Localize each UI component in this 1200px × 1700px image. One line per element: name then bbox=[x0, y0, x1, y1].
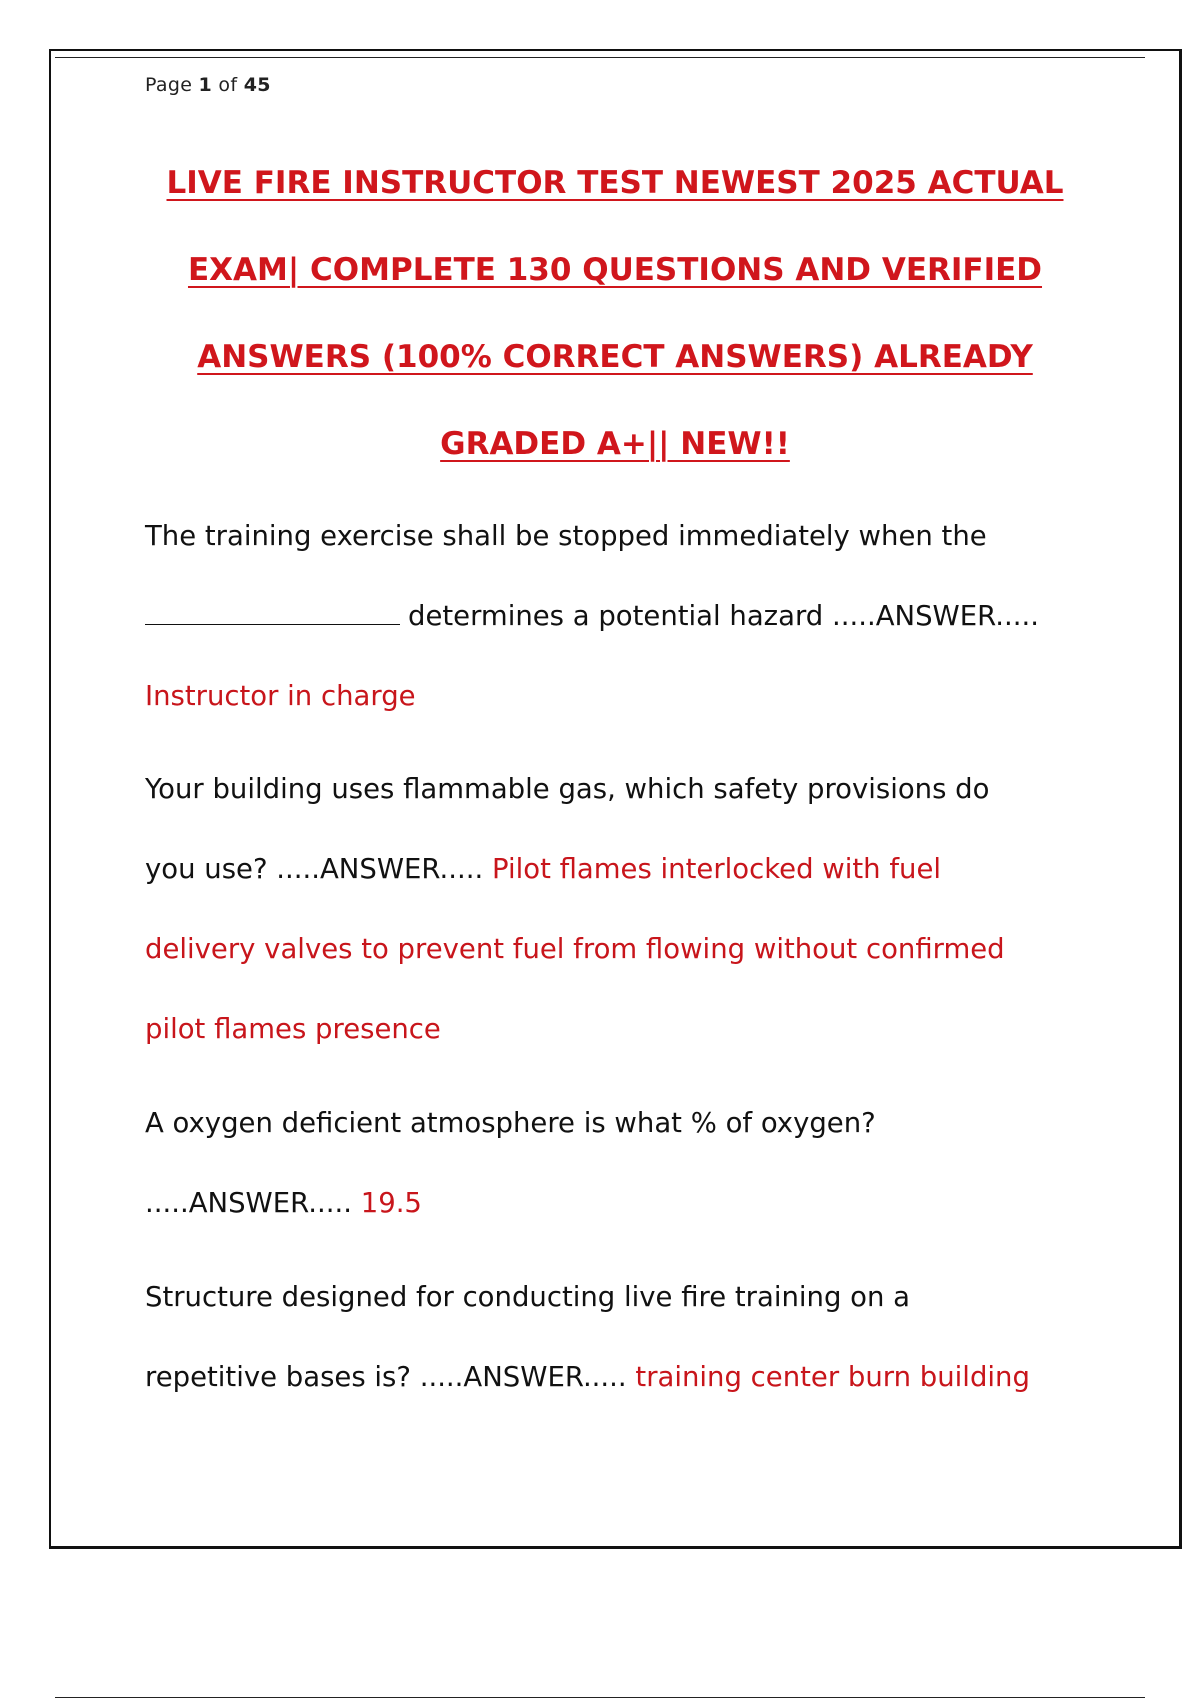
question-1-line-2: determines a potential hazard .....ANSWER..... bbox=[408, 600, 1039, 632]
page-number bbox=[145, 74, 271, 96]
title-line-2: EXAM| COMPLETE 130 QUESTIONS AND VERIFIED bbox=[187, 252, 1043, 288]
question-4-line-2: repetitive bases is? .....ANSWER..... bbox=[145, 1361, 627, 1393]
answer-2-part-1: Pilot flames interlocked with fuel bbox=[491, 853, 942, 885]
question-1-line-1: The training exercise shall be stopped immediately when the bbox=[145, 520, 987, 552]
question-block-1 bbox=[145, 496, 1105, 736]
answer-2-part-2: delivery valves to prevent fuel from flowing without confirmed bbox=[145, 933, 1005, 965]
title-line-3: ANSWERS (100% CORRECT ANSWERS) ALREADY bbox=[197, 339, 1033, 375]
question-block-4 bbox=[145, 1257, 1105, 1417]
page-current: 1 bbox=[198, 74, 213, 96]
fill-in-blank bbox=[145, 602, 400, 625]
answer-3: 19.5 bbox=[360, 1187, 422, 1219]
question-block-2 bbox=[145, 749, 1105, 1069]
title-line-1: LIVE FIRE INSTRUCTOR TEST NEWEST 2025 ACTUAL bbox=[166, 165, 1064, 201]
answer-2-part-3: pilot flames presence bbox=[145, 1013, 441, 1045]
page-total: 45 bbox=[243, 74, 271, 96]
page-word: Page bbox=[145, 74, 193, 96]
question-4-line-1: Structure designed for conducting live fire training on a bbox=[145, 1281, 911, 1313]
next-page-rule bbox=[55, 1697, 1145, 1698]
answer-4: training center burn building bbox=[635, 1361, 1030, 1393]
question-2-line-2: you use? .....ANSWER..... bbox=[145, 853, 484, 885]
document-title bbox=[145, 140, 1085, 488]
question-3-line-2: .....ANSWER..... bbox=[145, 1187, 352, 1219]
title-line-4: GRADED A+|| NEW!! bbox=[440, 426, 790, 462]
page-of: of bbox=[218, 74, 238, 96]
question-block-3 bbox=[145, 1083, 1105, 1243]
header-rule bbox=[55, 57, 1145, 58]
question-2-line-1: Your building uses flammable gas, which safety provisions do bbox=[145, 773, 990, 805]
question-3-line-1: A oxygen deficient atmosphere is what % of oxygen? bbox=[145, 1107, 876, 1139]
answer-1: Instructor in charge bbox=[145, 680, 416, 712]
